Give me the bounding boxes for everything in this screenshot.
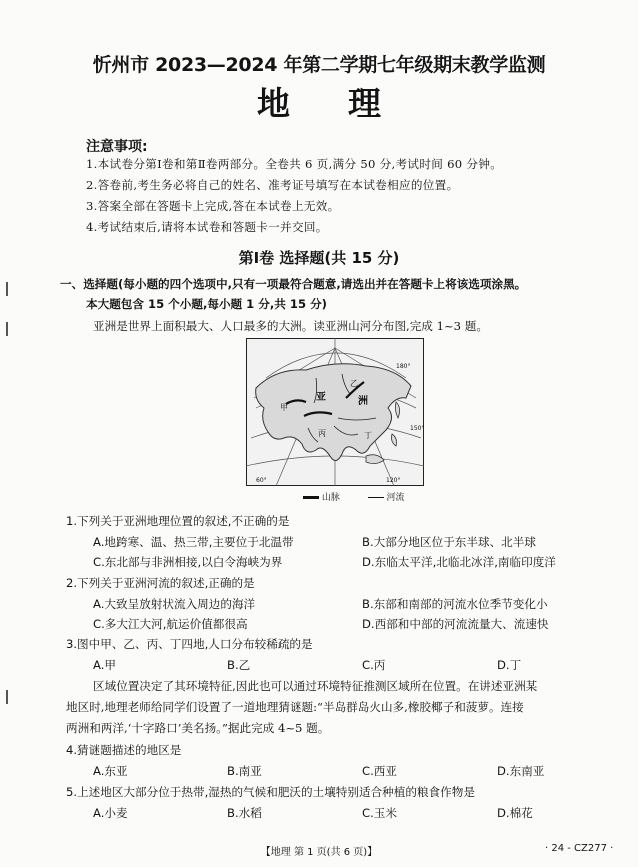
margin-mark-1 <box>6 282 8 296</box>
question-2-option-b: B.东部和南部的河流水位季节变化小 <box>362 597 548 611</box>
map-label-ding: 丁 <box>364 431 372 440</box>
exam-code: · 24 - CZ277 · <box>545 843 614 854</box>
map-label-60: 60° <box>256 477 267 484</box>
legend-mountain: 山脉 <box>321 493 340 503</box>
note-item: 2.答卷前,考生务必将自己的姓名、准考证号填写在本试卷相应的位置。 <box>86 178 459 192</box>
map-label-150: 150° <box>410 425 424 432</box>
question-2-option-d: D.西部和中部的河流流量大、流速快 <box>362 617 549 631</box>
question-2-stem: 2.下列关于亚洲河流的叙述,正确的是 <box>66 576 255 590</box>
map-label-jia: 甲 <box>280 403 288 412</box>
note-item: 1.本试卷分第Ⅰ卷和第Ⅱ卷两部分。全卷共 6 页,满分 50 分,考试时间 60 分钟。 <box>86 157 503 171</box>
section-title: 第Ⅰ卷 选择题(共 15 分) <box>238 249 400 267</box>
question-1-option-b: B.大部分地区位于东半球、北半球 <box>362 535 536 549</box>
margin-mark-3 <box>6 690 8 704</box>
page-footer: 【地理 第 1 页(共 6 页)】 <box>260 847 378 858</box>
map-label-yi: 乙 <box>350 379 358 388</box>
mountain-legend-icon <box>303 496 319 499</box>
question-2-option-c: C.多大江大河,航运价值都很高 <box>93 617 248 631</box>
intro-text-2-line-1: 区域位置决定了其环境特征,因此也可以通过环境特征推测区域所在位置。在讲述亚洲某 <box>93 679 538 693</box>
question-5-stem: 5.上述地区大部分位于热带,湿热的气候和肥沃的土壤特别适合种植的粮食作物是 <box>66 785 475 799</box>
intro-text-2-line-3: 两洲和两洋,‘十字路口’美名扬。”据此完成 4~5 题。 <box>66 721 330 735</box>
notes-heading: 注意事项: <box>86 139 148 155</box>
note-item: 4.考试结束后,请将本试卷和答题卡一并交回。 <box>86 220 328 234</box>
question-3-option-c: C.丙 <box>362 658 386 672</box>
subject-title: 地理 <box>257 84 439 123</box>
question-3-option-b: B.乙 <box>227 658 251 672</box>
asia-map-svg <box>246 338 424 486</box>
legend-river: 河流 <box>386 493 405 503</box>
question-1-option-c: C.东北部与非洲相接,以白令海峡为界 <box>93 555 283 569</box>
note-item: 3.答案全部在答题卡上完成,答在本试卷上无效。 <box>86 199 340 213</box>
map-label-180: 180° <box>396 363 411 370</box>
question-4-stem: 4.猜谜题描述的地区是 <box>66 743 182 757</box>
map-label-bing: 丙 <box>318 429 326 438</box>
section-instruction-1: 一、选择题(每小题的四个选项中,只有一项最符合题意,请选出并在答题卡上将该选项涂黑。 <box>60 277 527 291</box>
question-1-option-a: A.地跨寒、温、热三带,主要位于北温带 <box>93 535 294 549</box>
question-5-option-d: D.棉花 <box>497 806 533 820</box>
map-label-ya: 亚 <box>316 392 326 403</box>
asia-map <box>246 338 424 486</box>
exam-title: 忻州市 2023—2024 年第二学期七年级期末教学监测 <box>92 54 546 76</box>
question-5-option-a: A.小麦 <box>93 806 128 820</box>
intro-text-1: 亚洲是世界上面积最大、人口最多的大洲。读亚洲山河分布图,完成 1~3 题。 <box>93 319 488 333</box>
question-3-option-a: A.甲 <box>93 658 117 672</box>
river-legend-icon <box>368 497 384 498</box>
question-1-stem: 1.下列关于亚洲地理位置的叙述,不正确的是 <box>66 514 290 528</box>
map-legend <box>303 490 405 503</box>
question-4-option-d: D.东南亚 <box>497 764 545 778</box>
question-5-option-b: B.水稻 <box>227 806 262 820</box>
question-4-option-c: C.西亚 <box>362 764 397 778</box>
intro-text-2-line-2: 地区时,地理老师给同学们设置了一道地理猜谜题:“半岛群岛火山多,橡胶椰子和菠萝。连接 <box>66 700 524 714</box>
question-3-option-d: D.丁 <box>497 658 522 672</box>
map-label-zhou: 洲 <box>358 396 368 407</box>
question-2-option-a: A.大致呈放射状流入周边的海洋 <box>93 597 256 611</box>
section-instruction-2: 本大题包含 15 个小题,每小题 1 分,共 15 分) <box>86 297 327 311</box>
question-5-option-c: C.玉米 <box>362 806 397 820</box>
map-label-120: 120° <box>386 477 401 484</box>
question-3-stem: 3.图中甲、乙、丙、丁四地,人口分布较稀疏的是 <box>66 637 313 651</box>
question-1-option-d: D.东临太平洋,北临北冰洋,南临印度洋 <box>362 555 556 569</box>
margin-mark-2 <box>6 322 8 336</box>
question-4-option-a: A.东亚 <box>93 764 128 778</box>
question-4-option-b: B.南亚 <box>227 764 262 778</box>
